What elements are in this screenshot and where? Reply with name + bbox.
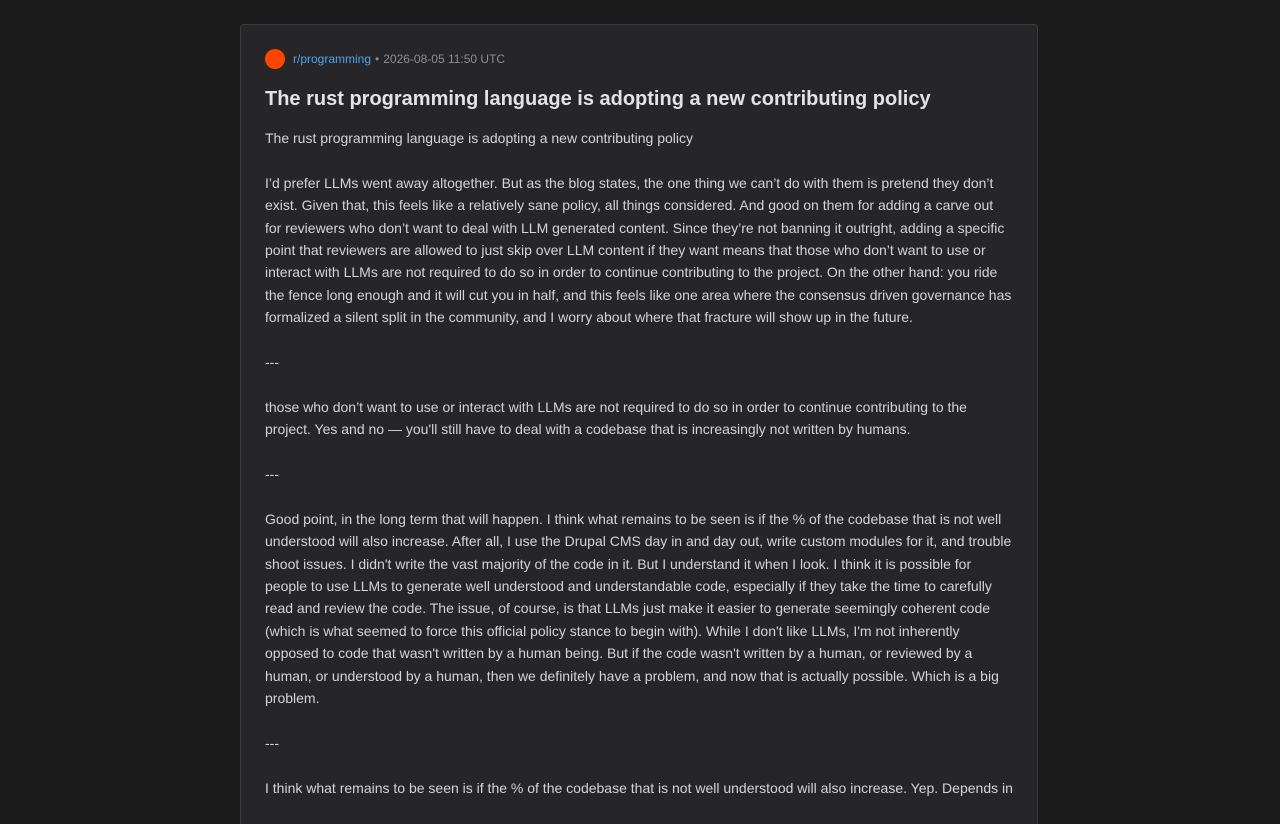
meta-separator: • [375,52,380,66]
post-body [265,127,1013,799]
body-paragraph: I’d prefer LLMs went away altogether. But as the blog states, the one thing we can’t do with them is pretend they don’t exist. Given that, this feels like a relatively sane policy, all things considered. And good on them for adding a carve out for reviewers who don’t want to deal with LLM generated content. Since they’re not banning it outright, adding a specific point that reviewers are allowed to just skip over LLM content if they want means that those who don’t want to use or interact with LLMs are not required to do so in order to continue contributing to the project. On the other hand: you ride the fence long enough and it will cut you in half, and this feels like one area where the consensus driven governance has formalized a silent split in the community, and I worry about where that fracture will show up in the future. [265,174,1012,326]
post-title: The rust programming language is adopting a new contributing policy [265,88,931,110]
body-paragraph: those who don’t want to use or interact with LLMs are not required to do so in order to continue contributing to the project. Yes and no — you'll still have to deal with a codebase that is increasingly not written by humans. [265,398,967,438]
post-meta [265,49,1013,69]
body-divider: --- [265,734,279,751]
body-paragraph: The rust programming language is adopting a new contributing policy [265,130,694,146]
subreddit-icon[interactable] [265,49,285,69]
body-paragraph: Good point, in the long term that will happen. I think what remains to be seen is if the % of the codebase that is not well understood will also increase. After all, I use the Drupal CMS day in and day out, write custom modules for it, and trouble shoot issues. I didn't write the vast majority of the code in it. But I understand it when I look. I think it is possible for people to use LLMs to generate well understood and understandable code, especially if they take the time to carefully read and review the code. The issue, of course, is that LLMs just make it easier to generate seemingly coherent code (which is what seemed to force this official policy stance to begin with). While I don't like LLMs, I'm not inherently opposed to code that wasn't written by a human being. But if the code wasn't written by a human, or reviewed by a human, or understood by a human, then we definitely have a problem, and now that is actually possible. Which is a big problem. [265,510,1012,707]
post-card [240,24,1038,824]
body-divider: --- [265,466,279,483]
body-divider: --- [265,354,279,371]
subreddit-link[interactable]: r/programming [293,52,372,66]
body-paragraph: I think what remains to be seen is if the % of the codebase that is not well understood will also increase. Yep. Depends in [265,779,1013,796]
post-timestamp: 2026-08-05 11:50 UTC [383,52,506,66]
